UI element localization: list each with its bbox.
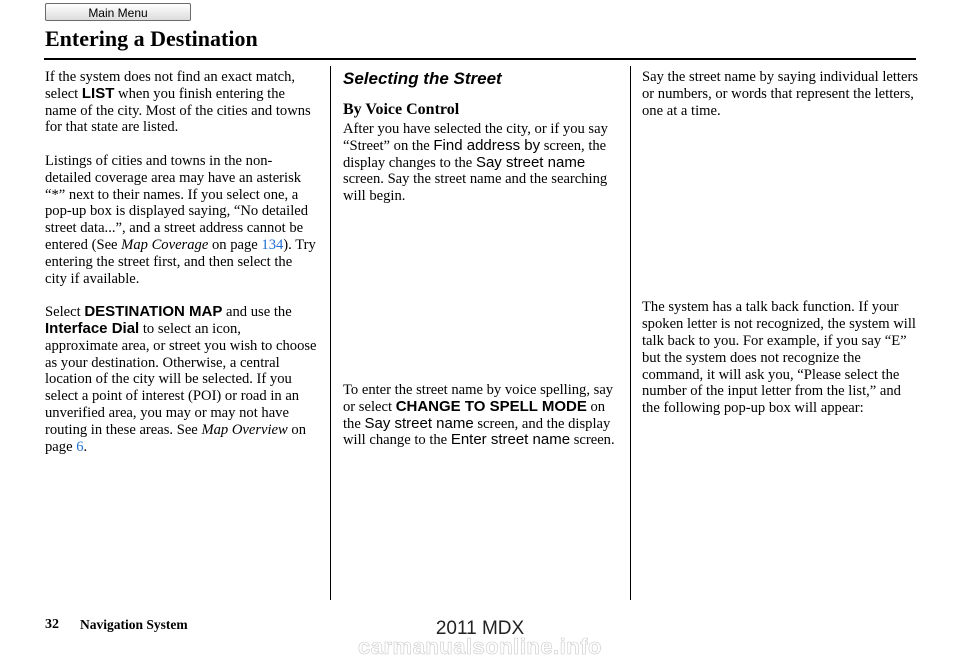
find-address-by-term: Find address by (433, 136, 541, 154)
footer-section-label: Navigation System (80, 617, 188, 632)
column-divider-left (330, 66, 331, 600)
page-link-134[interactable]: 134 (261, 236, 284, 253)
enter-street-name-term: Enter street name (450, 431, 571, 449)
interface-dial-term: Interface Dial (45, 319, 140, 337)
destination-map-term: DESTINATION MAP (84, 303, 223, 321)
section-heading: Selecting the Street (343, 69, 502, 88)
say-street-name-term-2: Say street name (364, 414, 474, 432)
column-middle (343, 69, 619, 466)
say-street-name-term: Say street name (475, 153, 586, 171)
model-watermark: 2011 MDX (435, 618, 525, 639)
title-rule (44, 58, 916, 60)
column-left (45, 69, 317, 472)
list-term: LIST (81, 84, 115, 102)
paragraph-spell-mode: To enter the street name by voice spelling, say or select CHANGE TO SPELL MODE on the Say street name screen, and the display will change to the Enter street name screen. (343, 381, 615, 449)
paragraph-exact-match: If the system does not find an exact match, select LIST when you finish entering the name of the city. Most of the cities and towns for that state are listed. (45, 69, 311, 136)
paragraph-spell-letters: Say the street name by saying individual letters or numbers, or words that represent the letters, one at a time. (642, 69, 918, 119)
paragraph-talk-back: The system has a talk back function. If your spoken letter is not recognized, the system will talk back to you. For example, if you say “E” but the system does not recognize the command, it will ask you, “Please select the number of the input letter from the list,” and the following pop-up box will appear: (642, 299, 916, 417)
page-number: 32 (45, 617, 59, 632)
site-watermark: carmanualsonline.info (358, 634, 602, 659)
map-overview-ref: Map Overview (201, 421, 288, 438)
paragraph-destination-map: Select DESTINATION MAP and use the Interface Dial to select an icon, approximate area, or street you wish to choose as your destination. Otherwise, a central location of the city will be selected. If you select a point of interest (POI) or road in an unverified area, you may or may not have routing in these areas. See Map Overview on page 6. (45, 303, 317, 455)
page-title: Entering a Destination (45, 26, 258, 51)
main-menu-button[interactable]: Main Menu (45, 3, 191, 21)
subsection-heading: By Voice Control (343, 101, 460, 118)
column-divider-right (630, 66, 631, 600)
page-link-6[interactable]: 6 (76, 438, 84, 455)
column-right (642, 69, 918, 434)
map-coverage-ref: Map Coverage (121, 236, 209, 253)
change-to-spell-mode-term: CHANGE TO SPELL MODE (395, 397, 587, 415)
paragraph-non-detailed: Listings of cities and towns in the non-detailed coverage area may have an asterisk “*” next to their names. If you select one, a pop-up box is displayed saying, “No detailed street data...”, and a street address cannot be entered (See Map Coverage on page 134). Try entering the street first, and then select the city if available. (45, 152, 316, 287)
paragraph-voice-street: After you have selected the city, or if you say “Street” on the Find address by screen, the display changes to the Say street name screen. Say the street name and the searching will begin. (343, 121, 608, 205)
